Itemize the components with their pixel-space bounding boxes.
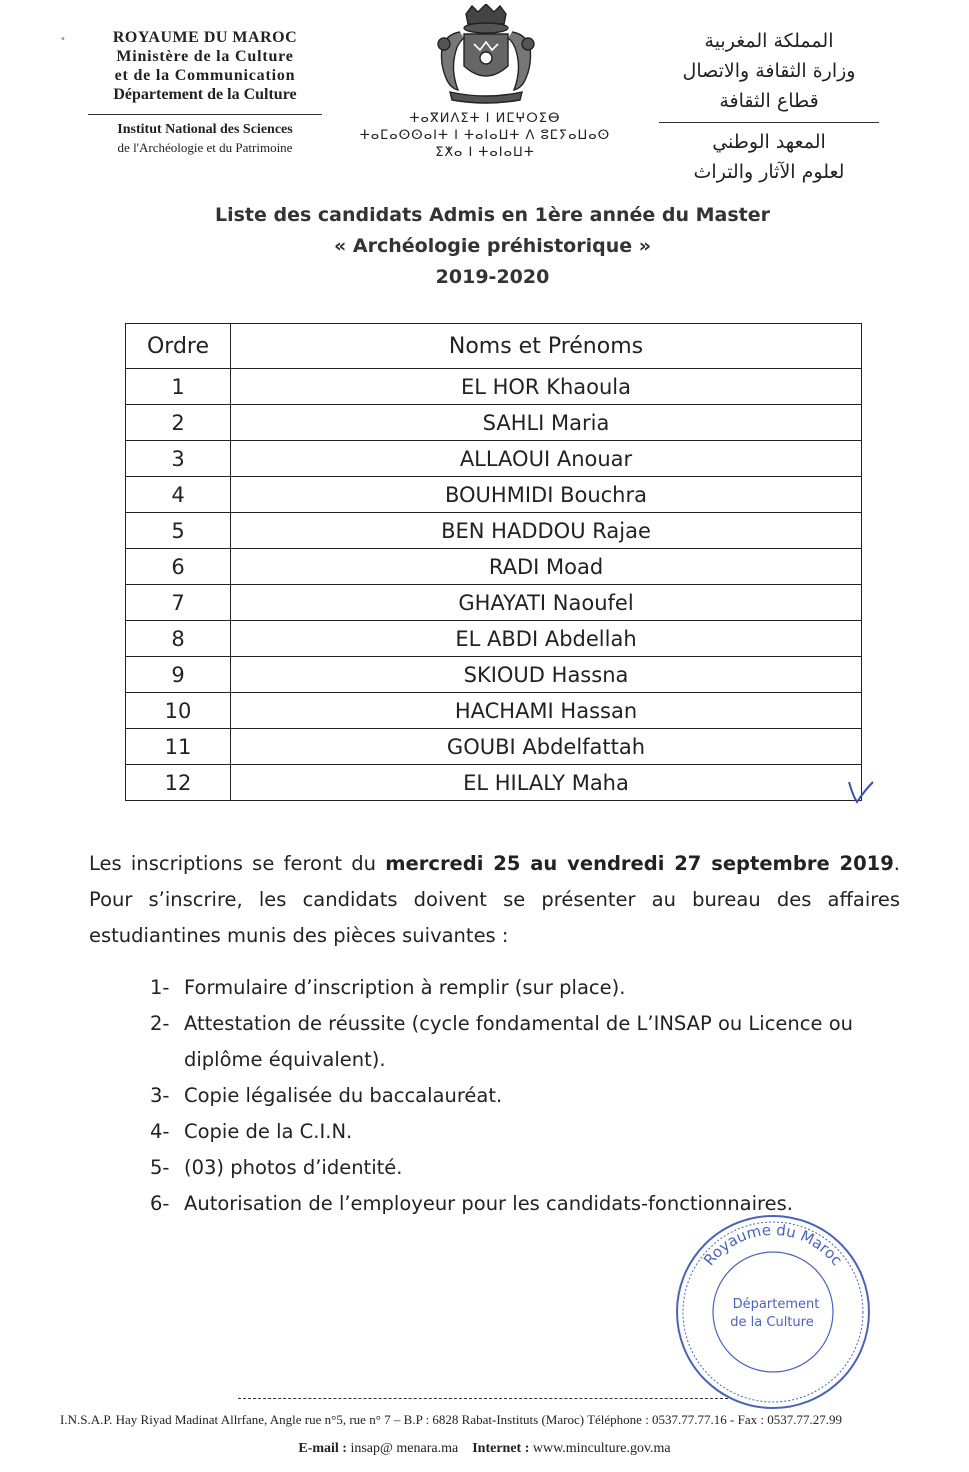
ministry-name: Ministère de la Culture (116, 48, 294, 65)
footer-contact (0, 1441, 969, 1457)
list-item-number: 4- (150, 1120, 170, 1143)
ministry-name-arabic: وزارة الثقافة والاتصال (682, 60, 856, 82)
header-divider-arabic (659, 122, 879, 123)
footer-address: I.N.S.A.P. Hay Riyad Madinat Allrfane, Angle rue n°5, rue n° 7 – B.P : 6828 Rabat-Instituts (Maroc) Téléphone : 0537.77.77.16 - Fax : 0537.77.27.99 (60, 1412, 842, 1427)
header-divider (88, 114, 322, 115)
list-item-number: 6- (150, 1192, 170, 1215)
table-row (126, 765, 862, 801)
scan-mark: • (60, 34, 66, 45)
handwritten-checkmark-icon (845, 776, 879, 806)
table-row (126, 441, 862, 477)
department-name-arabic: قطاع الثقافة (719, 90, 819, 112)
list-item-text: (03) photos d’identité. (184, 1156, 403, 1179)
institute-name-arabic-2: لعلوم الآثار والتراث (693, 161, 845, 183)
email-address: insap@ menara.ma (346, 1441, 459, 1456)
email-label: E-mail : (298, 1441, 347, 1456)
list-item-text: Attestation de réussite (cycle fondamental de L’INSAP ou Licence ou diplôme équivalent). (184, 1012, 853, 1071)
order-cell: 1 (126, 369, 231, 405)
name-cell: GHAYATI Naoufel (231, 585, 862, 621)
name-cell: ALLAOUI Anouar (231, 441, 862, 477)
table-row (126, 621, 862, 657)
svg-text:Royaume du Maroc (700, 1221, 846, 1269)
list-item (150, 1114, 910, 1150)
stamp-arc-text: Royaume du Maroc (699, 1220, 847, 1270)
order-cell: 4 (126, 477, 231, 513)
tifinagh-line-2: ⵜⴰⵎⴰⵙⵙⴰⵏⵜ ⵏ ⵜⴰⵏⴰⵡⵜ ⴷ ⵓⵎⵢⴰⵡⴰⵙ (359, 128, 611, 143)
title-line-1: Liste des candidats Admis en 1ère année du Master (215, 204, 770, 226)
table-row (126, 549, 862, 585)
paragraph-text-post: . Pour s’inscrire, les candidats doivent se présenter au bureau des affaires estudiantines munis des pièces suivantes : (89, 852, 900, 947)
name-cell: BEN HADDOU Rajae (231, 513, 862, 549)
table-row (126, 513, 862, 549)
list-item-text: Copie légalisée du baccalauréat. (184, 1084, 503, 1107)
header-right (649, 26, 889, 187)
ministry-name-2: et de la Communication (114, 67, 296, 84)
tifinagh-line-1: ⵜⴰⴳⵍⴷⵉⵜ ⵏ ⵍⵎⵖⵔⵉⴱ (409, 111, 561, 126)
table-row (126, 729, 862, 765)
list-item-text: Copie de la C.I.N. (184, 1120, 353, 1143)
order-cell: 3 (126, 441, 231, 477)
order-cell: 12 (126, 765, 231, 801)
table-row (126, 405, 862, 441)
name-cell: EL ABDI Abdellah (231, 621, 862, 657)
table-header-row (126, 324, 862, 369)
order-cell: 8 (126, 621, 231, 657)
header-tifinagh (350, 110, 620, 161)
order-cell: 11 (126, 729, 231, 765)
title-line-2: « Archéologie préhistorique » (334, 235, 651, 257)
name-cell: EL HOR Khaoula (231, 369, 862, 405)
institute-name-arabic: المعهد الوطني (712, 131, 826, 153)
name-cell: SAHLI Maria (231, 405, 862, 441)
name-cell: HACHAMI Hassan (231, 693, 862, 729)
order-cell: 5 (126, 513, 231, 549)
name-cell: BOUHMIDI Bouchra (231, 477, 862, 513)
table-row (126, 657, 862, 693)
title-line-3: 2019-2020 (435, 266, 550, 288)
order-cell: 6 (126, 549, 231, 585)
department-name: Département de la Culture (113, 86, 297, 103)
name-cell: RADI Moad (231, 549, 862, 585)
column-header-order: Ordre (126, 324, 231, 369)
kingdom-name-arabic: المملكة المغربية (704, 30, 834, 52)
table-row (126, 585, 862, 621)
table-row (126, 369, 862, 405)
official-stamp-icon (668, 1212, 878, 1412)
table-row (126, 477, 862, 513)
required-documents-list (150, 970, 910, 1222)
registration-paragraph (89, 846, 900, 954)
order-cell: 9 (126, 657, 231, 693)
document-title (0, 200, 969, 293)
list-item (150, 1150, 910, 1186)
list-item-number: 3- (150, 1084, 170, 1107)
list-item-number: 2- (150, 1012, 170, 1035)
website-url: www.minculture.gov.ma (529, 1441, 671, 1456)
list-item-number: 1- (150, 976, 170, 999)
institute-name-2: de l'Archéologie et du Patrimoine (117, 140, 293, 155)
name-cell: SKIOUD Hassna (231, 657, 862, 693)
candidates-table (125, 323, 862, 801)
name-cell: EL HILALY Maha (231, 765, 862, 801)
list-item (150, 970, 910, 1006)
list-item (150, 1006, 910, 1078)
royal-emblem-icon (420, 4, 552, 106)
list-item-text: Autorisation de l’employeur pour les candidats-fonctionnaires. (184, 1192, 793, 1215)
stamp-center-line-2: de la Culture (730, 1315, 814, 1330)
list-item (150, 1078, 910, 1114)
internet-label: Internet : (472, 1441, 530, 1456)
order-cell: 2 (126, 405, 231, 441)
column-header-name: Noms et Prénoms (231, 324, 862, 369)
registration-dates: mercredi 25 au vendredi 27 septembre 2019 (385, 852, 894, 875)
stamp-center-line-1: Département (732, 1297, 820, 1312)
name-cell: GOUBI Abdelfattah (231, 729, 862, 765)
list-item-number: 5- (150, 1156, 170, 1179)
tifinagh-line-3: ⵉⵅⴰ ⵏ ⵜⴰⵏⴰⵡⵜ (435, 145, 535, 160)
list-item-text: Formulaire d’inscription à remplir (sur place). (184, 976, 626, 999)
header-left (80, 28, 330, 157)
order-cell: 7 (126, 585, 231, 621)
table-row (126, 693, 862, 729)
institute-name: Institut National des Sciences (117, 122, 293, 137)
kingdom-name: ROYAUME DU MAROC (112, 29, 298, 46)
paragraph-text-pre: Les inscriptions se feront du (89, 852, 386, 875)
footer-divider (238, 1398, 728, 1399)
order-cell: 10 (126, 693, 231, 729)
